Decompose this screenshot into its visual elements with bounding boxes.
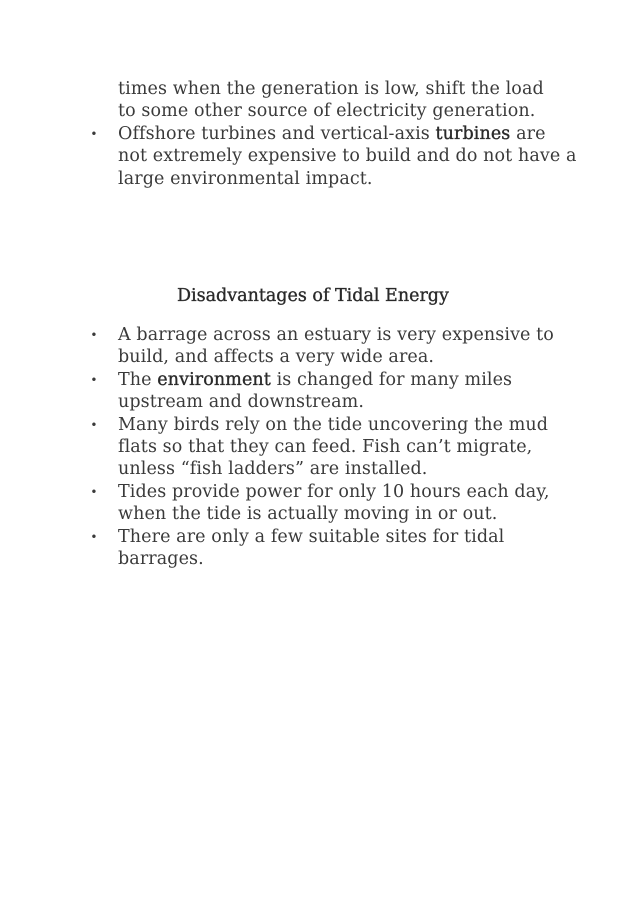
item-text: are not extremely expensive to build and do not have a large environmental impact. (118, 124, 577, 189)
continued-line: times when the generation is low, shift the load (118, 79, 544, 99)
item-text: Offshore turbines and vertical-axis (118, 124, 436, 144)
list-item (0, 526, 638, 571)
section-heading: Disadvantages of Tidal Energy (177, 286, 449, 306)
bullet-icon: • (90, 484, 98, 499)
advantages-list (0, 123, 638, 190)
list-item (0, 324, 638, 369)
item-text: is changed for many miles upstream and downstream. (118, 369, 513, 413)
bullet-icon: • (90, 372, 98, 387)
disadvantages-list (0, 324, 638, 570)
list-item (0, 123, 638, 190)
item-text: The (118, 369, 158, 390)
item-text: Many birds rely on the tide uncovering the mud flats so that they can feed. Fish can’t migrate, unless “fish ladders” are installed. (118, 414, 549, 480)
list-item (0, 414, 638, 481)
item-text: A barrage across an estuary is very expensive to build, and affects a very wide area. (118, 325, 554, 368)
continued-paragraph (118, 78, 578, 123)
list-item (0, 369, 638, 414)
continued-line: to some other source of electricity generation. (118, 101, 536, 122)
bullet-icon: • (90, 529, 98, 544)
bullet-icon: • (90, 127, 98, 141)
item-text: There are only a few suitable sites for tidal barrages. (118, 526, 505, 570)
list-item (0, 481, 638, 526)
item-text: Tides provide power for only 10 hours each day, when the tide is actually moving in or out. (118, 481, 550, 525)
bullet-icon: • (90, 328, 98, 342)
keyword-text: turbines (435, 124, 511, 144)
bullet-icon: • (90, 417, 98, 432)
keyword-text: environment (157, 369, 271, 390)
